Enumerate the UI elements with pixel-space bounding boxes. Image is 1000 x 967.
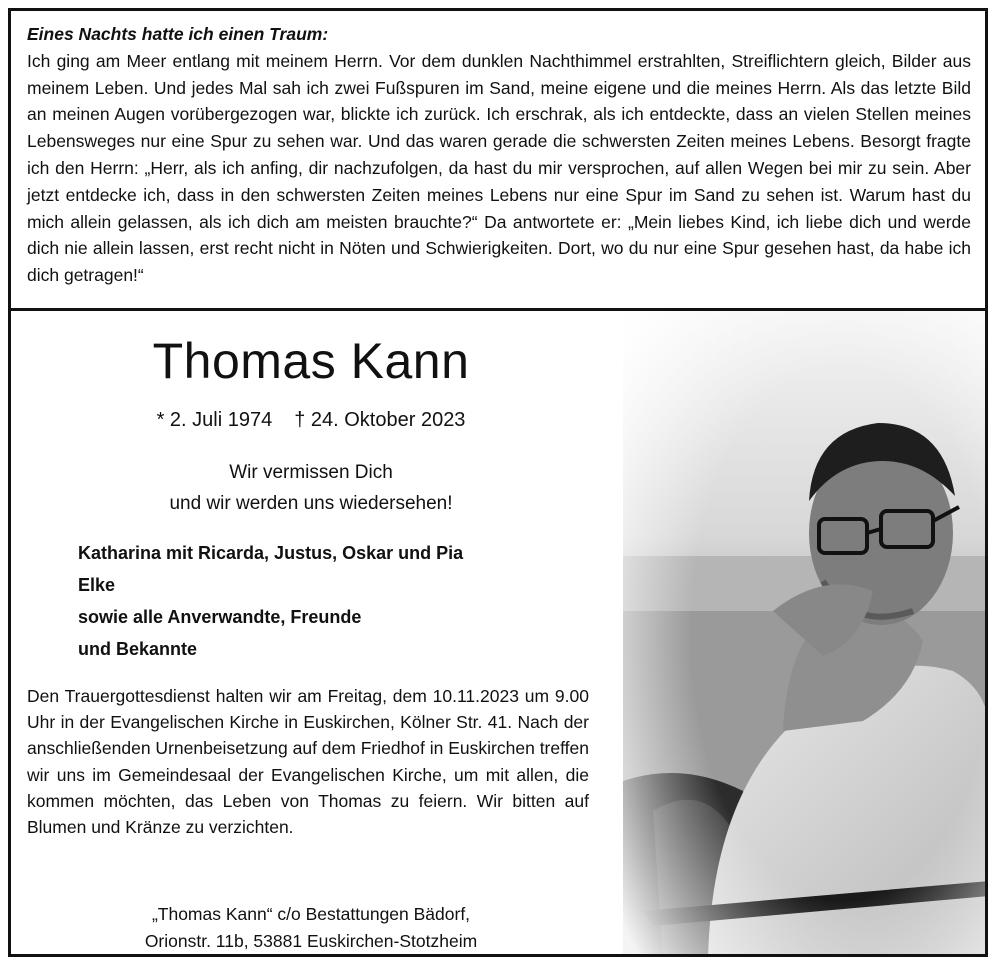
poem-block [27,21,971,289]
poem-title: Eines Nachts hatte ich einen Traum: [27,24,329,44]
contact-address [51,901,571,955]
mourners-list [78,537,598,665]
contact-line-1: „Thomas Kann“ c/o Bestattungen Bädorf, [151,904,471,924]
death-date: † 24. Oktober 2023 [294,409,466,431]
poem-text: Ich ging am Meer entlang mit meinem Herrn. Vor dem dunklen Nachthimmel erstrahlten, Streiflichtern gleich, Bilder aus meinem Leben. Und jedes Mal sah ich zwei Fußspuren im Sand, meine eigene und die meines Herrn. Als das letzte Bild an meinen Augen vorübergezogen war, blickte ich zurück. Ich erschrak, als ich entdeckte, dass an vielen Stellen meines Lebensweges nur eine Spur zu sehen war. Und das waren gerade die schwersten Zeiten meines Lebens. Besorgt fragte ich den Herrn: „Herr, als ich anfing, dir nachzufolgen, da hast du mir versprochen, auf allen Wegen bei mir zu sein. Aber jetzt entdecke ich, dass in den schwersten Zeiten meines Lebens nur eine Spur im Sand zu sehen ist. Warum hast du mich allein gelassen, als ich dich am meisten brauchte?“ Da antwortete er: „Mein liebes Kind, ich liebe dich und werde dich nie allein lassen, erst recht nicht in Nöten und Schwierigkeiten. Dort, wo du nur eine Spur gesehen hast, da habe ich dich getragen!“ [27,50,971,286]
portrait-image [623,311,988,957]
obituary-notice [8,8,988,957]
portrait-photo [623,311,988,957]
motto-line-2: und wir werden uns wiedersehen! [169,493,453,514]
mourner-line: sowie alle Anverwandte, Freunde [78,607,362,627]
motto-line-1: Wir vermissen Dich [229,462,393,483]
birth-date: * 2. Juli 1974 [156,409,273,431]
motto [51,457,571,519]
deceased-name: Thomas Kann [152,333,470,389]
life-dates [51,406,571,434]
mourner-line: Katharina mit Ricarda, Justus, Oskar und Pia [78,543,464,563]
contact-line-2: Orionstr. 11b, 53881 Euskirchen-Stotzheim [144,931,478,951]
mourner-line: Elke [78,575,116,595]
mourner-line: und Bekannte [78,639,198,659]
service-details: Den Trauergottesdienst halten wir am Freitag, dem 10.11.2023 um 9.00 Uhr in der Evangelischen Kirche in Euskirchen, Kölner Str. 41. Nach der anschließenden Urnenbeisetzung auf dem Friedhof in Euskirchen treffen wir uns im Gemeindesaal der Evangelischen Kirche, um mit allen, die kommen möchten, das Leben von Thomas zu feiern. Wir bitten auf Blumen und Kränze zu verzichten. [27,686,589,838]
